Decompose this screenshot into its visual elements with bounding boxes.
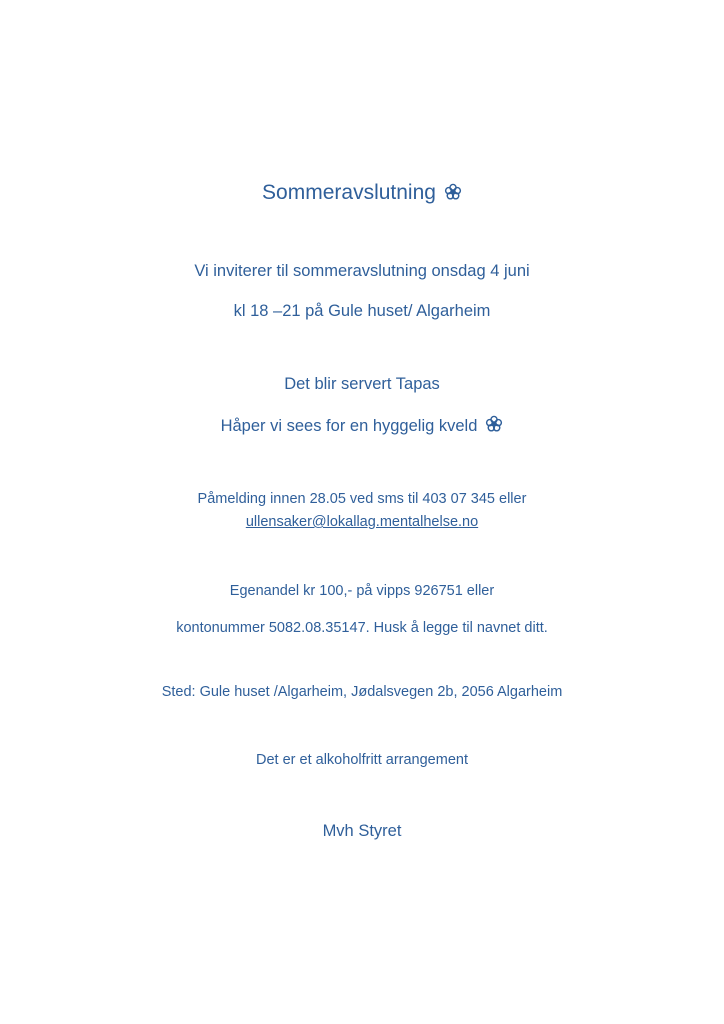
place-line: Sted: Gule huset /Algarheim, Jødalsvegen 2b, 2056 Algarheim [161, 684, 563, 700]
email-line [0, 514, 724, 531]
flower-icon [485, 415, 503, 433]
flower-icon [444, 183, 462, 201]
hope-line [0, 415, 724, 437]
signup-line: Påmelding innen 28.05 ved sms til 403 07 345 eller [197, 491, 527, 507]
tapas-line: Det blir servert Tapas [284, 375, 440, 393]
page-title [0, 180, 724, 205]
signature: Mvh Styret [322, 822, 402, 840]
fee-line-2: kontonummer 5082.08.35147. Husk å legge til navnet ditt. [176, 620, 548, 636]
email-link[interactable]: ullensaker@lokallag.mentalhelse.no [245, 514, 479, 530]
fee-line-1: Egenandel kr 100,- på vipps 926751 eller [229, 583, 495, 599]
hope-text: Håper vi sees for en hyggelig kveld [220, 417, 478, 435]
alcohol-line: Det er et alkoholfritt arrangement [256, 752, 468, 768]
title-text: Sommeravslutning [262, 181, 436, 204]
invite-line-1: Vi inviterer til sommeravslutning onsdag 4 juni [194, 262, 530, 280]
invite-line-2: kl 18 –21 på Gule huset/ Algarheim [233, 302, 491, 320]
